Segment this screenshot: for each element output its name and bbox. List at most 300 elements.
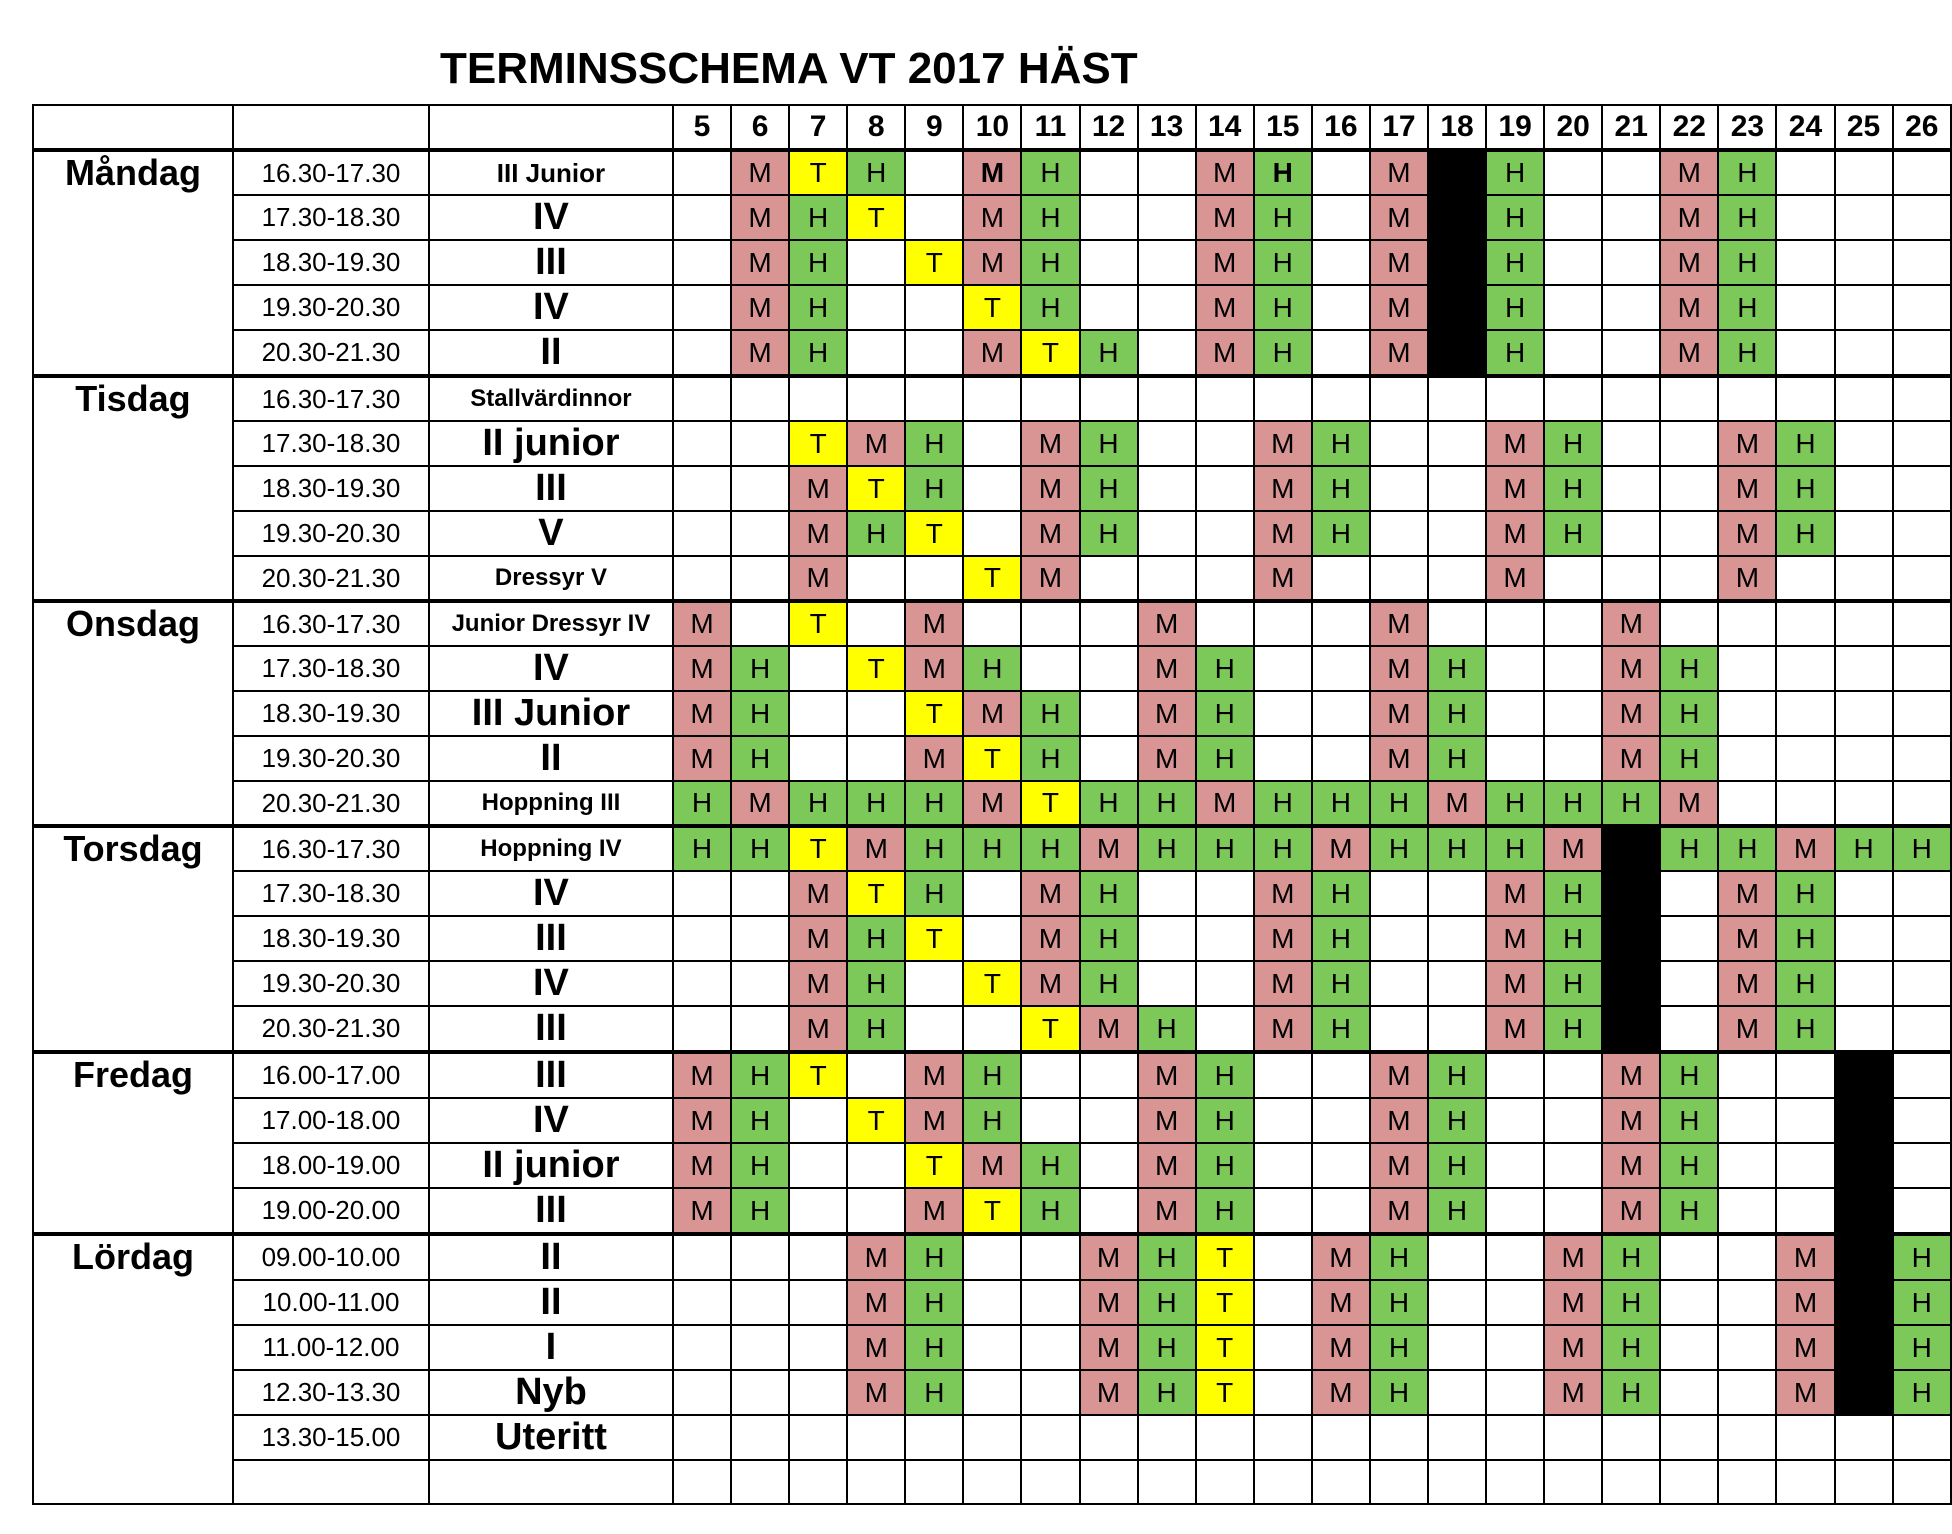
schedule-cell	[1312, 646, 1370, 691]
schedule-cell: H	[905, 871, 963, 916]
schedule-cell	[1486, 1415, 1544, 1460]
schedule-cell: M	[1196, 781, 1254, 826]
schedule-cell	[1544, 736, 1602, 781]
schedule-cell	[1138, 871, 1196, 916]
schedule-cell	[1660, 871, 1718, 916]
schedule-cell: M	[1138, 646, 1196, 691]
schedule-cell	[1835, 511, 1893, 556]
schedule-cell	[1835, 646, 1893, 691]
schedule-cell: H	[1718, 826, 1776, 871]
schedule-cell	[1893, 736, 1951, 781]
schedule-cell: H	[847, 1006, 905, 1052]
schedule-cell: M	[963, 781, 1021, 826]
schedule-cell	[673, 466, 731, 511]
schedule-cell: H	[1196, 1098, 1254, 1143]
schedule-cell: T	[905, 1143, 963, 1188]
schedule-cell: M	[1776, 1234, 1834, 1280]
schedule-cell: H	[1660, 1052, 1718, 1098]
schedule-cell	[1544, 556, 1602, 601]
schedule-cell: M	[1602, 646, 1660, 691]
schedule-cell	[963, 376, 1021, 421]
week-header: 7	[789, 105, 847, 150]
schedule-cell	[1254, 736, 1312, 781]
schedule-cell: H	[1428, 736, 1486, 781]
day-cell	[33, 511, 233, 556]
week-header: 19	[1486, 105, 1544, 150]
schedule-cell	[1080, 240, 1138, 285]
schedule-cell: M	[1602, 1188, 1660, 1234]
schedule-cell	[1718, 1460, 1776, 1504]
schedule-cell: H	[1835, 826, 1893, 871]
time-slot: 16.30-17.30	[233, 826, 429, 871]
schedule-cell	[731, 466, 789, 511]
schedule-cell: H	[731, 646, 789, 691]
schedule-cell	[1428, 601, 1486, 646]
week-header: 11	[1021, 105, 1079, 150]
schedule-cell: M	[847, 1280, 905, 1325]
class-level: III	[429, 1006, 673, 1052]
schedule-cell	[1370, 1006, 1428, 1052]
schedule-cell	[1138, 556, 1196, 601]
schedule-cell: H	[963, 1098, 1021, 1143]
schedule-cell: H	[1080, 511, 1138, 556]
schedule-cell	[1893, 330, 1951, 376]
time-slot: 18.00-19.00	[233, 1143, 429, 1188]
schedule-cell	[1660, 1460, 1718, 1504]
schedule-cell: M	[1486, 511, 1544, 556]
schedule-cell	[1312, 285, 1370, 330]
schedule-cell: M	[1021, 961, 1079, 1006]
schedule-cell: H	[1312, 916, 1370, 961]
schedule-cell: M	[789, 961, 847, 1006]
schedule-cell	[1718, 781, 1776, 826]
schedule-cell: M	[673, 736, 731, 781]
week-header: 14	[1196, 105, 1254, 150]
schedule-cell	[1428, 1415, 1486, 1460]
schedule-cell: T	[1021, 330, 1079, 376]
schedule-cell	[1021, 1370, 1079, 1415]
schedule-cell: M	[847, 826, 905, 871]
schedule-cell: M	[1254, 961, 1312, 1006]
schedule-cell: M	[1254, 1006, 1312, 1052]
schedule-cell: M	[1021, 556, 1079, 601]
schedule-cell: M	[1718, 916, 1776, 961]
schedule-cell: T	[1196, 1325, 1254, 1370]
schedule-cell	[1312, 1415, 1370, 1460]
schedule-cell	[1196, 421, 1254, 466]
schedule-cell	[1835, 330, 1893, 376]
schedule-cell	[731, 1325, 789, 1370]
schedule-cell	[1138, 916, 1196, 961]
schedule-cell	[847, 556, 905, 601]
week-header: 15	[1254, 105, 1312, 150]
schedule-cell: H	[1544, 421, 1602, 466]
schedule-cell	[905, 1415, 963, 1460]
schedule-cell	[1370, 916, 1428, 961]
schedule-cell: M	[1718, 961, 1776, 1006]
schedule-cell	[789, 1415, 847, 1460]
schedule-cell: H	[1893, 1370, 1951, 1415]
schedule-row	[33, 691, 1951, 736]
day-label: Fredag	[33, 1052, 233, 1098]
schedule-row	[33, 1143, 1951, 1188]
schedule-cell	[847, 601, 905, 646]
page-title: TERMINSSCHEMA VT 2017 HÄST	[440, 44, 1138, 93]
time-slot: 16.30-17.30	[233, 601, 429, 646]
schedule-cell	[1021, 1098, 1079, 1143]
schedule-cell	[1602, 330, 1660, 376]
schedule-cell	[963, 1370, 1021, 1415]
schedule-cell	[673, 961, 731, 1006]
schedule-cell: M	[1021, 916, 1079, 961]
class-level	[429, 1460, 673, 1504]
schedule-cell	[905, 285, 963, 330]
schedule-cell	[731, 961, 789, 1006]
week-header: 13	[1138, 105, 1196, 150]
schedule-cell	[1893, 285, 1951, 330]
schedule-cell: M	[1660, 240, 1718, 285]
schedule-cell	[1660, 466, 1718, 511]
schedule-cell	[1602, 961, 1660, 1006]
schedule-cell: M	[1660, 150, 1718, 195]
day-cell	[33, 1415, 233, 1460]
schedule-cell	[1080, 285, 1138, 330]
schedule-cell: M	[1776, 826, 1834, 871]
schedule-cell	[1138, 466, 1196, 511]
schedule-cell: M	[789, 916, 847, 961]
schedule-cell	[1835, 285, 1893, 330]
schedule-cell: M	[1080, 1325, 1138, 1370]
week-header: 26	[1893, 105, 1951, 150]
schedule-cell: T	[789, 150, 847, 195]
schedule-cell	[963, 1325, 1021, 1370]
schedule-cell: H	[1776, 871, 1834, 916]
schedule-cell: M	[1196, 240, 1254, 285]
class-level: IV	[429, 195, 673, 240]
class-level: IV	[429, 871, 673, 916]
schedule-cell: H	[1196, 646, 1254, 691]
time-slot: 19.30-20.30	[233, 285, 429, 330]
schedule-cell	[1138, 285, 1196, 330]
schedule-cell	[789, 1370, 847, 1415]
schedule-cell	[1486, 376, 1544, 421]
schedule-row	[33, 330, 1951, 376]
schedule-cell: H	[1486, 240, 1544, 285]
day-cell	[33, 961, 233, 1006]
schedule-cell	[1021, 1234, 1079, 1280]
schedule-cell	[1718, 1098, 1776, 1143]
schedule-cell: M	[1138, 601, 1196, 646]
schedule-cell: H	[1080, 781, 1138, 826]
schedule-cell	[1312, 601, 1370, 646]
time-slot: 09.00-10.00	[233, 1234, 429, 1280]
schedule-cell: H	[1428, 646, 1486, 691]
schedule-cell	[673, 1234, 731, 1280]
time-slot: 17.30-18.30	[233, 871, 429, 916]
schedule-cell: M	[1370, 330, 1428, 376]
schedule-cell	[1312, 195, 1370, 240]
schedule-cell	[1776, 1098, 1834, 1143]
schedule-row	[33, 871, 1951, 916]
schedule-cell	[1835, 195, 1893, 240]
schedule-cell: H	[1718, 240, 1776, 285]
schedule-cell: M	[673, 601, 731, 646]
schedule-table	[32, 104, 1952, 1505]
schedule-cell	[1602, 1415, 1660, 1460]
schedule-cell	[1776, 691, 1834, 736]
schedule-cell	[1254, 376, 1312, 421]
week-header: 8	[847, 105, 905, 150]
schedule-cell: M	[1660, 285, 1718, 330]
schedule-cell: T	[789, 826, 847, 871]
schedule-cell	[1370, 961, 1428, 1006]
schedule-cell	[1544, 285, 1602, 330]
schedule-cell: H	[1254, 781, 1312, 826]
schedule-cell: H	[1544, 916, 1602, 961]
schedule-cell	[847, 736, 905, 781]
schedule-cell	[847, 691, 905, 736]
schedule-cell	[1312, 556, 1370, 601]
schedule-row	[33, 1370, 1951, 1415]
schedule-cell	[1835, 556, 1893, 601]
time-slot: 12.30-13.30	[233, 1370, 429, 1415]
schedule-cell	[1602, 150, 1660, 195]
time-slot: 19.30-20.30	[233, 511, 429, 556]
schedule-cell	[1138, 421, 1196, 466]
schedule-cell: H	[1138, 1006, 1196, 1052]
schedule-cell: H	[1021, 1143, 1079, 1188]
schedule-cell	[1776, 150, 1834, 195]
time-slot: 19.30-20.30	[233, 961, 429, 1006]
schedule-cell	[1893, 376, 1951, 421]
schedule-cell	[1718, 736, 1776, 781]
schedule-cell: M	[1254, 556, 1312, 601]
schedule-cell	[1602, 240, 1660, 285]
schedule-cell: M	[1486, 466, 1544, 511]
time-slot: 18.30-19.30	[233, 466, 429, 511]
day-cell	[33, 330, 233, 376]
schedule-cell	[1835, 1460, 1893, 1504]
schedule-cell: M	[1370, 285, 1428, 330]
schedule-cell	[1080, 376, 1138, 421]
schedule-cell: H	[673, 781, 731, 826]
schedule-cell	[1080, 1052, 1138, 1098]
schedule-cell	[1254, 601, 1312, 646]
schedule-cell	[905, 150, 963, 195]
schedule-cell	[1428, 421, 1486, 466]
day-cell	[33, 1325, 233, 1370]
schedule-row	[33, 736, 1951, 781]
schedule-cell: H	[1718, 330, 1776, 376]
header-row	[33, 105, 1951, 150]
schedule-cell: H	[789, 240, 847, 285]
schedule-cell: M	[731, 195, 789, 240]
schedule-cell	[673, 1460, 731, 1504]
schedule-cell: T	[847, 466, 905, 511]
schedule-cell	[1370, 466, 1428, 511]
schedule-row	[33, 1052, 1951, 1098]
schedule-cell: M	[905, 646, 963, 691]
schedule-cell: H	[1602, 1325, 1660, 1370]
schedule-cell: H	[963, 646, 1021, 691]
schedule-cell	[1080, 1188, 1138, 1234]
schedule-cell: M	[1138, 1188, 1196, 1234]
day-cell	[33, 1370, 233, 1415]
class-level: II	[429, 736, 673, 781]
schedule-cell	[789, 376, 847, 421]
schedule-cell	[1254, 1325, 1312, 1370]
schedule-cell: M	[905, 1052, 963, 1098]
schedule-cell	[1021, 1415, 1079, 1460]
schedule-cell: H	[1254, 330, 1312, 376]
schedule-cell	[1196, 1006, 1254, 1052]
schedule-cell	[1835, 1415, 1893, 1460]
schedule-cell: H	[905, 1325, 963, 1370]
schedule-cell	[1893, 1098, 1951, 1143]
schedule-cell: T	[1021, 1006, 1079, 1052]
schedule-cell	[673, 421, 731, 466]
schedule-cell: H	[1544, 511, 1602, 556]
schedule-cell: H	[1486, 781, 1544, 826]
schedule-cell	[1544, 1415, 1602, 1460]
schedule-cell	[1660, 961, 1718, 1006]
schedule-cell: M	[673, 646, 731, 691]
schedule-cell: M	[1370, 736, 1428, 781]
schedule-cell: M	[1486, 1006, 1544, 1052]
schedule-cell: H	[1486, 285, 1544, 330]
schedule-cell	[1776, 376, 1834, 421]
schedule-cell: H	[1718, 150, 1776, 195]
class-level: Hoppning III	[429, 781, 673, 826]
schedule-cell: M	[1138, 1098, 1196, 1143]
schedule-cell	[731, 916, 789, 961]
schedule-cell	[1370, 421, 1428, 466]
schedule-cell: M	[847, 1325, 905, 1370]
schedule-cell	[1428, 916, 1486, 961]
schedule-cell: M	[789, 556, 847, 601]
day-cell	[33, 240, 233, 285]
time-slot: 17.00-18.00	[233, 1098, 429, 1143]
week-header: 25	[1835, 105, 1893, 150]
schedule-cell	[1428, 961, 1486, 1006]
time-slot: 20.30-21.30	[233, 556, 429, 601]
schedule-cell	[1196, 556, 1254, 601]
schedule-cell	[1776, 556, 1834, 601]
time-slot: 18.30-19.30	[233, 240, 429, 285]
day-label: Lördag	[33, 1234, 233, 1280]
schedule-cell	[731, 511, 789, 556]
schedule-cell: H	[1660, 1143, 1718, 1188]
schedule-cell	[1660, 1006, 1718, 1052]
schedule-cell	[1776, 330, 1834, 376]
schedule-cell	[847, 1052, 905, 1098]
schedule-cell	[1893, 1006, 1951, 1052]
schedule-cell: H	[1893, 1325, 1951, 1370]
class-level: III	[429, 240, 673, 285]
schedule-cell	[789, 1143, 847, 1188]
schedule-cell: H	[1080, 961, 1138, 1006]
schedule-cell: H	[1080, 916, 1138, 961]
schedule-cell	[1428, 1460, 1486, 1504]
schedule-cell: M	[1544, 1234, 1602, 1280]
schedule-cell: H	[905, 1280, 963, 1325]
week-header: 21	[1602, 105, 1660, 150]
schedule-cell: M	[1602, 1143, 1660, 1188]
schedule-cell	[1021, 646, 1079, 691]
time-slot	[233, 1460, 429, 1504]
schedule-cell: M	[1021, 466, 1079, 511]
schedule-cell	[963, 871, 1021, 916]
day-cell	[33, 691, 233, 736]
schedule-cell: H	[963, 826, 1021, 871]
schedule-cell	[905, 961, 963, 1006]
schedule-cell	[1602, 511, 1660, 556]
schedule-cell	[1138, 195, 1196, 240]
schedule-cell: M	[1196, 285, 1254, 330]
day-cell	[33, 871, 233, 916]
schedule-cell	[1486, 1143, 1544, 1188]
time-slot: 10.00-11.00	[233, 1280, 429, 1325]
schedule-cell: M	[1312, 1370, 1370, 1415]
schedule-cell	[963, 1006, 1021, 1052]
schedule-cell	[1718, 601, 1776, 646]
class-level: III	[429, 466, 673, 511]
schedule-cell: M	[1370, 691, 1428, 736]
schedule-cell: H	[731, 1098, 789, 1143]
schedule-cell	[1835, 240, 1893, 285]
schedule-cell	[1544, 195, 1602, 240]
schedule-cell: H	[1660, 826, 1718, 871]
schedule-cell: M	[1080, 1370, 1138, 1415]
schedule-cell	[1428, 195, 1486, 240]
schedule-cell: H	[1312, 871, 1370, 916]
schedule-cell: H	[1602, 781, 1660, 826]
schedule-cell: M	[1080, 1280, 1138, 1325]
day-label: Måndag	[33, 150, 233, 195]
schedule-cell	[1835, 1006, 1893, 1052]
schedule-cell: M	[905, 601, 963, 646]
schedule-cell	[1428, 466, 1486, 511]
schedule-cell	[1196, 916, 1254, 961]
schedule-cell	[1602, 871, 1660, 916]
schedule-cell	[1486, 601, 1544, 646]
schedule-cell: H	[1138, 1325, 1196, 1370]
schedule-cell	[1660, 1415, 1718, 1460]
schedule-cell: T	[963, 736, 1021, 781]
schedule-cell	[1602, 421, 1660, 466]
schedule-cell	[789, 1188, 847, 1234]
schedule-row	[33, 150, 1951, 195]
schedule-row	[33, 195, 1951, 240]
schedule-cell: H	[1486, 150, 1544, 195]
schedule-cell	[789, 691, 847, 736]
schedule-cell	[1718, 376, 1776, 421]
schedule-cell: M	[1776, 1280, 1834, 1325]
schedule-cell: H	[847, 916, 905, 961]
schedule-cell	[1544, 1143, 1602, 1188]
schedule-cell: M	[1021, 421, 1079, 466]
schedule-cell: H	[789, 330, 847, 376]
schedule-cell: H	[1370, 781, 1428, 826]
schedule-cell	[1428, 150, 1486, 195]
schedule-cell: H	[1021, 240, 1079, 285]
schedule-cell: H	[1660, 1188, 1718, 1234]
schedule-cell: T	[905, 691, 963, 736]
class-level: III	[429, 916, 673, 961]
class-level: III	[429, 1188, 673, 1234]
schedule-cell: M	[1602, 601, 1660, 646]
schedule-cell	[905, 1006, 963, 1052]
